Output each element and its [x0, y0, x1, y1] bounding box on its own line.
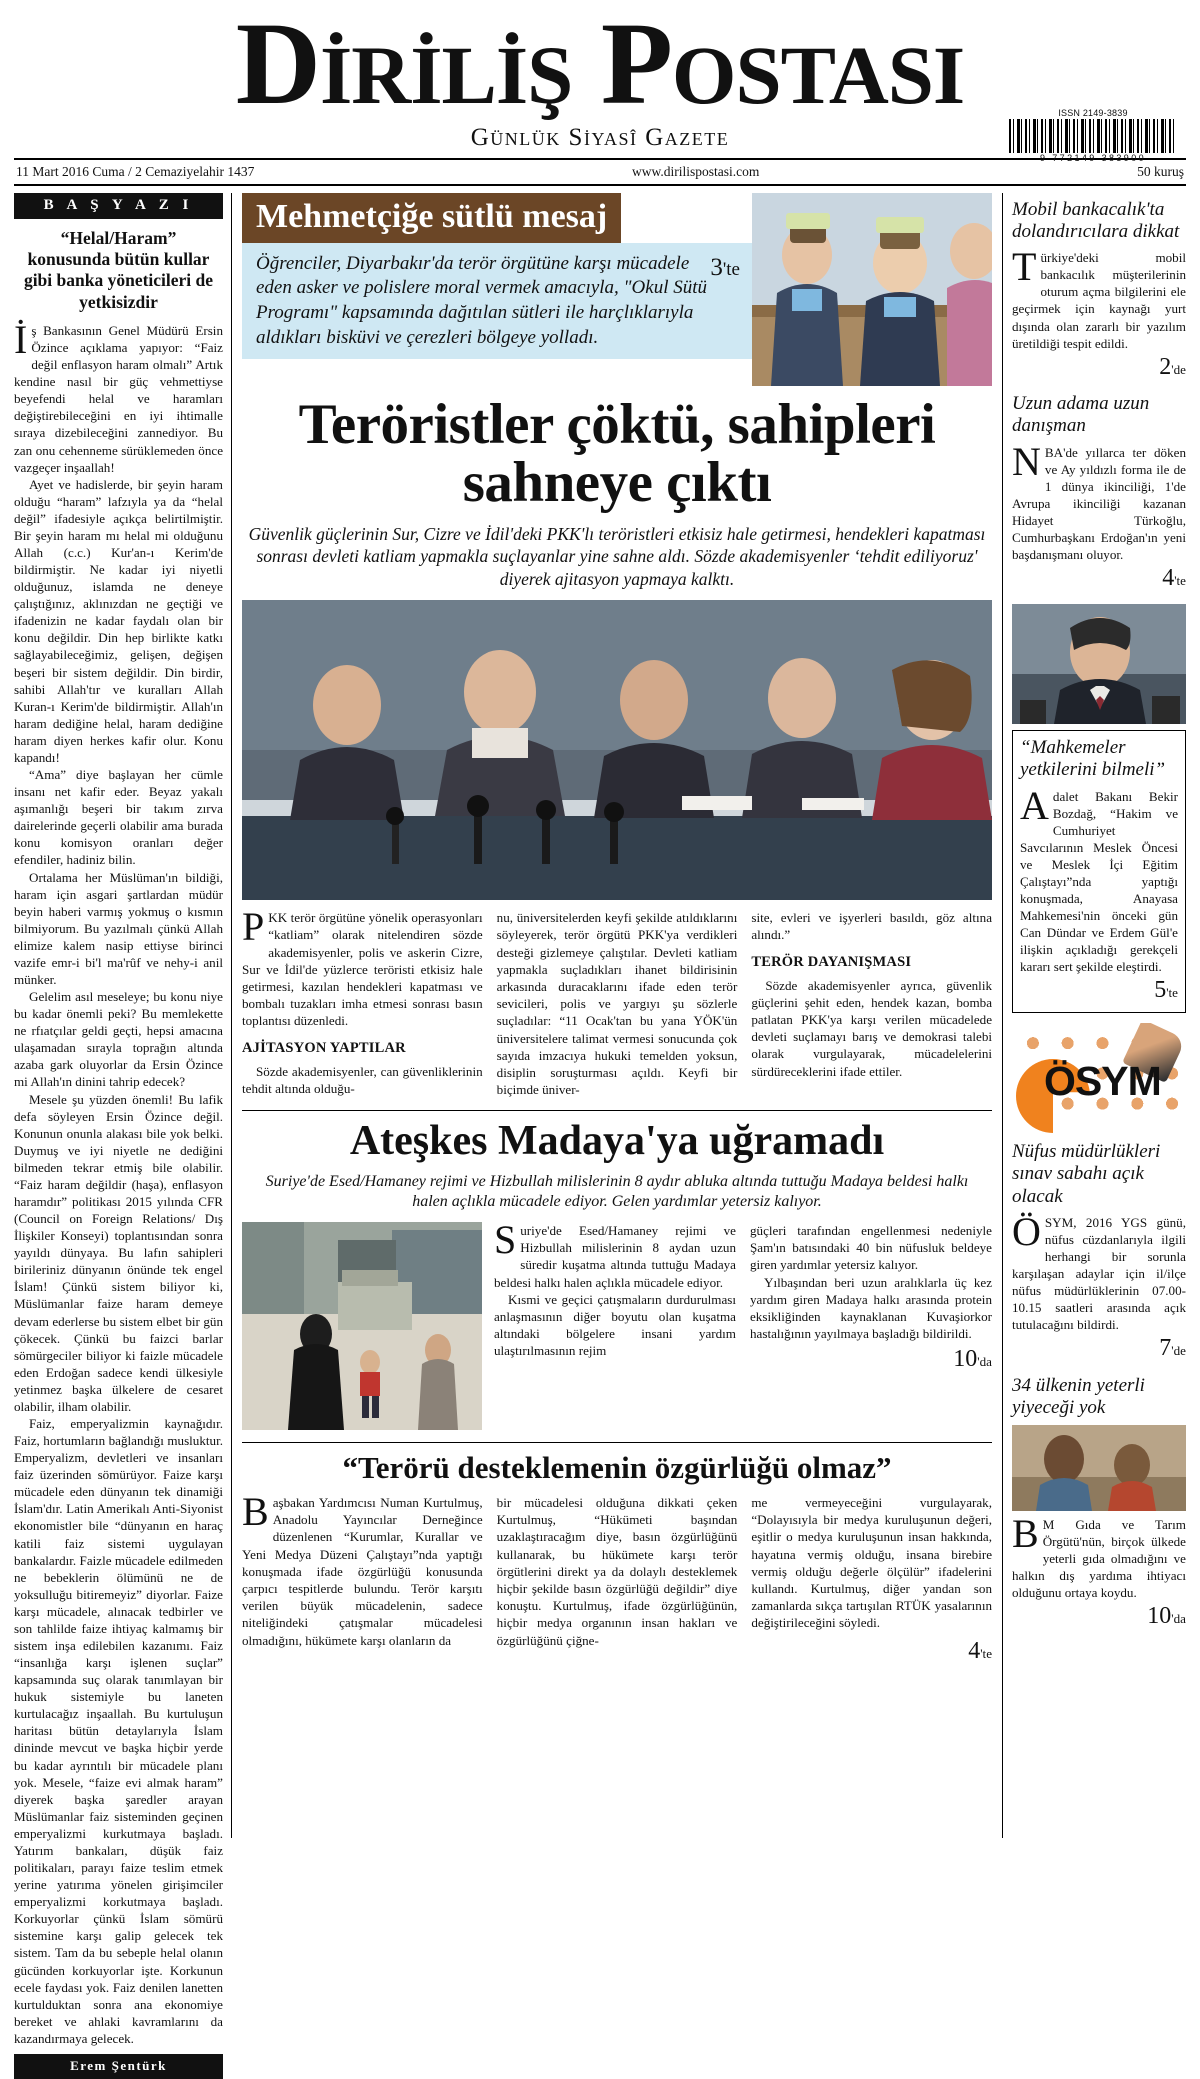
- rail-pageref-num: 7: [1159, 1335, 1172, 1362]
- promo-summary-box: [242, 243, 752, 360]
- editorial-paragraph: [14, 317, 223, 476]
- lead-column-1: [242, 904, 483, 1098]
- editorial-paragraph: Ayet ve hadislerde, bir şeyin haram olduğu “haram” lafzıyla ya da “helal değil” ifadesiyle açıkça belirtilmiştir. Bir şeyin haram mı helal mi olduğunu Allah (c.c.) Kur'an-ı Kerim'de bildirmiştir. Ne kadar iyi niyetli olduğunuz, islamda ne deneye çalıştığınız, aklınızdan ne geçtiği ve ifadenizin ne kadar faydalı olan bir konu değildir. Din hep birlikte katkı sağlayabileceğimiz, gelişen, değişen beşeri bir sistem değildir. Din birdir, sahibi Allah'tır ve kuralları Allah Kuran-ı Kerim'de bildirmiştir. Allah'ın haram dediğine helal, haram dediğine haram diyen herkes kafir olur. Konu kapandı!: [14, 476, 223, 765]
- page-grid: [14, 193, 1186, 2073]
- rail-paragraph: [1012, 1511, 1186, 1601]
- promo-pageref[interactable]: [710, 252, 740, 285]
- rail-text: BA'de yıllarca ter döken ve Ay yıldızlı forma ile de 1 dünya ikinciliği, 1'de Avrupa ikinciliği kazanan Hidayet Türkoğlu, Cumhurbaşkanı Erdoğan'ın yeni başdanışmanı oluyor.: [1012, 444, 1186, 562]
- barcode-block: [1008, 108, 1178, 163]
- section2-pageref-suffix: 'da: [977, 1354, 992, 1370]
- dateline-divider: [14, 184, 1186, 186]
- section2-columns: [494, 1216, 992, 1430]
- rail-pageref-num: 5: [1154, 976, 1167, 1003]
- lead-summary: Güvenlik güçlerinin Sur, Cizre ve İdil'deki PKK'lı teröristleri etkisiz hale getirmesi, hendekleri kapatması sonrası devleti katliam yapmakla suçlayanlar yine sahne aldı. Sözde akademisyenler ‘tehdit ediliyoruz' diyerek ajitasyon yapmaya kalktı.: [248, 524, 986, 589]
- editorial-kicker: B A Ş Y A Z I: [14, 193, 223, 219]
- section2-grid: [242, 1216, 992, 1430]
- lead-photo-art: [242, 600, 992, 900]
- rail-body: [1012, 438, 1186, 594]
- promo-story[interactable]: [242, 193, 992, 386]
- lead-paragraph: [242, 904, 483, 1029]
- section3-c1-p1: aşbakan Yardımcısı Numan Kurtulmuş, Anadolu Yayıncılar Derneğince düzenlenen “Kurumlar, Kurallar ve Yeni Medya Düzeni Çalıştayı”nda yaptığı konuşmada ifade özgürlüğü konusunda çarpıcı tespitlerde bulundu. Terör karşıtı verilen büyük mücadelenin, sadece niteliğindeki çatışmalar mücadelesi olmadığını, hükümete karşı olanların da: [242, 1494, 483, 1648]
- section3-column-1: [242, 1488, 483, 1667]
- editorial-p1: ş Bankasının Genel Müdürü Ersin Özince açıklama yapıyor: “Faiz değil enflasyon haram olmalı” Artık kendine nasıl bir güç vehmettiyse beyefendi helal ve haramları değiştirebileceğini en iyi ihtimalle sıraya dizebileceğini zannediyor. Bu zan onu cehenneme sürüklemeden önce vazgeçer inşaallah!: [14, 323, 223, 475]
- website-url[interactable]: www.dirilispostasi.com: [632, 163, 760, 179]
- right-rail: [1002, 193, 1186, 1838]
- main-column: [232, 193, 1002, 1838]
- rail-photo-art: [1012, 604, 1186, 724]
- rail-title: Nüfus müdürlükleri sınav sabahı açık olacak: [1012, 1141, 1161, 1207]
- rail-title: Uzun adama uzun danışman: [1012, 392, 1150, 437]
- lead-story: [242, 392, 993, 1099]
- editorial-paragraph: Gelelim asıl meseleye; bu konu niye bu kadar önemli peki? Bu memlekette ne rfıatçılar geldi geçti, hepsi amacına ulaşamadan sırayla toprağın altında azaba gark oluyorlar da Ersin Özince mi Allah'ın dinini tahrip edecek?: [14, 989, 223, 1090]
- section2-paragraph: Kısmi ve geçici çatışmaların durdurulması anlaşmasının diğer boyutu olan kuşatma altındaki bölgelere insani yardım ulaştırılmasının rejim: [494, 1291, 736, 1359]
- dateline-bar: [14, 160, 1186, 184]
- rail-pageref[interactable]: [1012, 563, 1186, 594]
- rail-item-mahkemeler-yetkileri[interactable]: [1012, 604, 1186, 1013]
- rail-body: [1020, 782, 1178, 1006]
- promo-photo-art: [752, 193, 992, 386]
- rail-paragraph: [1012, 438, 1186, 563]
- rail-dropcap: Ö: [1012, 1209, 1041, 1255]
- rail-paragraph: [1012, 1209, 1186, 1333]
- rail-title: “Mahkemeler yetkilerini bilmeli”: [1020, 736, 1166, 781]
- masthead-subtitle: Günlük Siyasî Gazete: [470, 123, 730, 151]
- section2-photo-art: [242, 1222, 482, 1430]
- rail-body: [1012, 1209, 1186, 1364]
- section2-summary: Suriye'de Esed/Hamaney rejimi ve Hizbullah milislerinin 8 aydır abluka altında tuttuğu Madaya beldesi halkı halen açlıkla mücadele ediyor. Gelen yardımlar yetersiz kalıyor.: [265, 1172, 969, 1211]
- section3-paragraph: [242, 1488, 483, 1649]
- rail-title: 34 ülkenin yeterli yiyeceği yok: [1012, 1374, 1145, 1418]
- rail-dropcap: B: [1012, 1511, 1039, 1557]
- rail-pageref[interactable]: [1012, 1601, 1186, 1632]
- lead-subhead-teror: TERÖR DAYANIŞMASI: [751, 953, 912, 970]
- rail-dropcap: T: [1012, 244, 1037, 290]
- promo-text-area: [242, 193, 752, 386]
- issue-price: 50 kuruş: [1137, 163, 1184, 179]
- section2-divider: [242, 1110, 992, 1111]
- bekir-bozdag-photo: [1012, 604, 1186, 724]
- rail-pageref-suffix: 'de: [1171, 1343, 1186, 1359]
- lead-dropcap: P: [242, 904, 265, 950]
- section2-paragraph: [494, 1216, 736, 1291]
- rail-dropcap: A: [1020, 782, 1049, 828]
- section3-columns: [242, 1488, 993, 1667]
- section3-column-2: [497, 1494, 738, 1667]
- lead-subhead-ajitasyon: AJİTASYON YAPTILAR: [242, 1039, 406, 1056]
- rail-dropcap: N: [1012, 438, 1041, 484]
- section3-column-3: [751, 1494, 992, 1667]
- section3-paragraph: me vermeyeceğini vurgulayarak, “Dolayısıyla bir medya kuruluşunun değeri, eşitlir o medya kuruluşunun insan hakkında, hayatına vermiş olduğu, insana birebire vermiş olduğu değerle ölçülür” ifadelerini kullandı. Kurtulmuş, diğer yandan son zamanlarda sıkça tartışılan RTÜK yasalarının değiştirileceğini söyledi.: [751, 1494, 993, 1631]
- lead-paragraph: nu, üniversitelerden keyfi şekilde atıldıklarını söyleyerek, terör örgütü PKK'ya verdikleri desteği gizlemeye çalıştılar. Devleti katliam yapmakla suçladıkları ihanet bildirisinin arkasında duracaklarını ifade eden terör sevicileri, polis ve yargıyı şu sözlerle suçladılar: “11 Ocak'tan bu yana YÖK'ün üniversitelere talimat vermesi sonucunda çok sayıda imzacıya hukuki temelden yoksun, disiplin soruşturması açıldı. Keyfi bir biçimde üniver-: [496, 910, 738, 1098]
- section2-dropcap: S: [494, 1216, 517, 1262]
- rail-pageref-num: 4: [1162, 564, 1175, 591]
- ogrenciler-sut-photo: [752, 193, 992, 386]
- rail-body: [1012, 244, 1186, 382]
- osym-wordmark: ÖSYM: [1044, 1058, 1161, 1104]
- promo-summary: Öğrenciler, Diyarbakır'da terör örgütüne karşı mücadele eden asker ve polislere moral vermek amacıyla, "Okul Sütü Programı" kapsamında dağıtılan sütleri ile harçlıklarıyla aldıkları bisküvi ve çerezleri bölgeye yolladı.: [256, 252, 707, 348]
- section2-pageref[interactable]: [750, 1344, 992, 1376]
- rail-paragraph: [1020, 782, 1178, 975]
- section2-paragraph: güçleri tarafından engellenmesi nedeniyle Şam'ın batısındaki 40 bin nüfusluk beldeye giren yardımlar yetersiz kalıyor.: [750, 1222, 992, 1273]
- section2-column-2: [750, 1222, 992, 1430]
- section3-paragraph: bir mücadelesi olduğuna dikkati çeken Kurtulmuş, “Hükümeti başından uzaklaştıracağım diye, basın özgürlüğünü kullanarak, bu hükümete karşı terör örgütlerini direkt ya da dolaylı desteklemek hiçbir şekilde basın özgürlüğü değildir” diye konuştu. Kurtulmuş, ifade özgürlüğünün, hiçbir medya organının insan hakları ve özgürlüğünü çiğne-: [496, 1494, 738, 1648]
- bm-gida-photo: [1012, 1425, 1186, 1511]
- rail-pageref-num: 10: [1147, 1603, 1172, 1630]
- madaya-sokak-photo: [242, 1222, 482, 1430]
- rail-item-bm-gida-tarim[interactable]: [1012, 1375, 1186, 1633]
- lead-headline[interactable]: Teröristler çöktü, sahipleri sahneye çıktı: [298, 392, 936, 515]
- section2-column-1: [494, 1216, 736, 1430]
- editorial-paragraph: “Ama” diye başlayan her cümle insanı net kafir eder. Beyaz yakalı aşımanlığı beşeri bir takım zırva dairelerinde geçerli olabilir ama burada konu komisyon oranları değer efendiler, hadiniz bilin.: [14, 767, 223, 868]
- rail-item-uzun-adama-danisman[interactable]: [1012, 393, 1186, 594]
- promo-pageref-num: 3: [710, 253, 723, 281]
- section3-pageref-num: 4: [968, 1637, 981, 1664]
- promo-pageref-suffix: 'te: [722, 258, 740, 280]
- editorial-dropcap: İ: [14, 317, 28, 362]
- editorial-column: [14, 193, 232, 2073]
- masthead-title: Diriliş Postası: [235, 0, 965, 129]
- rail-paragraph: [1012, 244, 1186, 351]
- editorial-title: “Helal/Haram” konusunda bütün kullar gibi banka yöneticileri de yetkisizdir: [23, 227, 214, 312]
- rail-pageref-suffix: 'de: [1171, 361, 1186, 377]
- rail-pageref[interactable]: [1012, 352, 1186, 383]
- editorial-paragraph: Ortalama her Müslüman'ın bildiği, haram için asgari şartlardan müdür beyin haberi varmış yokmuş o kısmın bilmiyorum. Bu yazılmalı çünkü Allah elimize kalem nasip ettiyse birinci vazife emr-i bi'l ma'rûf ve nehy-i anil münker.: [14, 869, 223, 987]
- lead-c1-p1: KK terör örgütüne yönelik operasyonları “katliam” olarak nitelendiren sözde akademisyenler, polis ve askerin Cizre, Sur ve İdil'de yüzlerce teröristi etkisiz hale getirmesi, kazılan hendekleri kapatması ve bombalı tuzakları imha etmesi sonrası basın toplantısı düzenledi.: [242, 910, 483, 1029]
- basin-toplantisi-photo: [242, 600, 992, 900]
- masthead: [14, 0, 1186, 163]
- section2-pageref-num: 10: [953, 1346, 978, 1373]
- rail-pageref-suffix: 'te: [1166, 984, 1178, 1000]
- section3-pageref-suffix: 'te: [980, 1645, 993, 1661]
- editorial-paragraph: Faiz, emperyalizmin kaynağıdır. Faiz, hortumların bağlandığı musluktur. Emperyalizm, devletleri ve insanları faiz üzerinden sömürüyor. Faize karşı mücadele eden dünyanın tek dinamiği İslam'dır. Latin Amerikalı Anti-Siyonist ekonomistler bile “dünyanın en haraç katili faiz sistemi uygulayan bankalardır. Faizle mücadele edilmeden ne bebeklerin ölümünü ne de yoksulluğu bitiremeyiz” diyorlar. Faize karşı mücadele, alınacak tedbirler ve son tahlilde faize ihtiyaç kalmamış bir sistem inşa edilebilen kazanımı. Faiz “insanlığa karşı işlenen suçlar” kapsamında suç olarak tanımlayan bir hukuk sistemiyle bu laneten kurtulacağız inşaallah. Bu kurtuluşun haritası bütün detaylarıyla İslam dininde mevcut ve başka hiçbir yerde bu kadar ayrıntılı bir mücadele planı yok. Mesele, “faize evi almak haram” diyerek başka şaredler arayan Müslümanlar faiz sisteminden geçinen emperyalizmi kurkutmaya başladı. Yatırım bankaları, düşük faiz politikaları, parayı faize teslim etmek yerine yatırıma yönelen girişimciler emperyalizmi korkutmaya başladı. Korkuyorlar çünkü İslam sömürü sistemine karşı galip gelecek tek sistem. Tam da bu sebeple helal olanın gücünden korkuyorlar işte. Korkunun ecele faydası yok. Faiz denilen lanetten kurtulduktan sonra ana ekonomiye bereket ve ahlaki kavramlarını da kazandırmaya gelecek.: [14, 1416, 223, 2046]
- section2-story: [242, 1119, 992, 1429]
- rail-item-nufus-mudurlukleri[interactable]: [1012, 1023, 1186, 1365]
- rail-text: M Gıda ve Tarım Örgütü'nün, birçok ülkede yeterli gıda olmadığını ve halkın dış yardıma ihtiyacı olduğunu ortaya koydu.: [1012, 1517, 1186, 1601]
- rail-body: [1012, 1511, 1186, 1632]
- barcode-icon: [1009, 119, 1177, 153]
- barcode-digits: 9 772149 383900: [1039, 153, 1147, 163]
- promo-headline[interactable]: Mehmetçiğe sütlü mesaj: [242, 193, 621, 243]
- rail-pageref-num: 2: [1159, 353, 1172, 380]
- rail-pageref-suffix: 'te: [1174, 572, 1186, 588]
- rail-item-mobil-bankacilik[interactable]: [1012, 199, 1186, 383]
- rail-photo-art-2: [1012, 1425, 1186, 1511]
- rail-pageref[interactable]: [1012, 1333, 1186, 1364]
- section2-headline[interactable]: Ateşkes Madaya'ya uğramadı: [349, 1118, 885, 1165]
- rail-pageref-suffix: 'da: [1171, 1611, 1186, 1627]
- osym-logo: [1012, 1023, 1186, 1135]
- rail-pageref[interactable]: [1020, 975, 1178, 1006]
- rail-text: ürkiye'deki mobil bankacılık müşterilerinin oturum açma bilgilerini ele geçirmek için kaynağı yurt dışında olan zararlı bir yazılım üretildiği tespit edildi.: [1012, 250, 1186, 351]
- section3-headline[interactable]: “Terörü desteklemenin özgürlüğü olmaz”: [342, 1449, 892, 1485]
- lead-paragraph: site, evleri ve işyerleri basıldı, göz altına alındı.”: [751, 910, 993, 943]
- rail-text: dalet Bakanı Bekir Bozdağ, “Hakim ve Cumhuriyet Savcılarının Meslek Öncesi ve Meslek İçi Eğitim Çalıştayı”nda yaptığı konuşmada, Anayasa Mahkemesi'nin önceki gün Can Dündar ve Erdem Gül'e ilişkin açıkladığı gerekçeli kararı sert şekilde eleştirdi.: [1020, 788, 1178, 974]
- section3-dropcap: B: [242, 1488, 269, 1534]
- lead-body-columns: [242, 904, 993, 1098]
- section2-c1-p1: uriye'de Esed/Hamaney rejimi ve Hizbullah milislerinin 8 aydan uzun süredir kuşatma altında tuttuğu Madaya beldesi halkı halen açlıkla mücadele ediyor.: [494, 1222, 736, 1290]
- rail-text: SYM, 2016 YGS günü, nüfus cüzdanlarıyla ilgili herhangi bir sorunla karşılaşan adaylar için il/ilçe nüfus müdürlüklerinin 07.00-10.15 saatleri arasında açık tutulacağını bildirdi.: [1012, 1215, 1186, 1333]
- rail-title: Mobil bankacalık'ta dolandırıcılara dikkat: [1012, 198, 1180, 243]
- section3-divider: [242, 1442, 992, 1443]
- section3-pageref[interactable]: [751, 1636, 992, 1668]
- lead-paragraph: Sözde akademisyenler ayrıca, güvenlik güçlerini şehit eden, hendek kazan, bomba patlatan PKK'ya karşı verilen mücadelede devleti suçlamayı barış ve demokrasi talebi olarak vurgulayarak, mücadelelerini sürdüreceklerini ifade ettiler.: [751, 977, 993, 1079]
- lead-column-2: [497, 909, 738, 1098]
- issn-label: ISSN 2149-3839: [1058, 108, 1128, 118]
- section3-story: [242, 1451, 992, 1667]
- editorial-author: Erem Şentürk: [14, 2054, 223, 2079]
- lead-column-3: [751, 909, 992, 1098]
- issue-date: 11 Mart 2016 Cuma / 2 Cemaziyelahir 1437: [16, 163, 255, 179]
- editorial-body: [14, 317, 223, 2047]
- lead-paragraph: Sözde akademisyenler, can güvenliklerinin tehdit altında olduğu-: [242, 1063, 483, 1096]
- rail-boxed-story: [1012, 730, 1186, 1013]
- editorial-paragraph: Mesele şu yüzden önemli! Bu lafik defa söyleyen Ersin Özince değil. Konunun onunla alakası bile yok belki. Duymuş ve iyi niyetle ne dediğini bilmeden tekrar etmiş bile olabilir. “Faiz haram değildir (haşa), enflasyon haramdır” politikası 2015 yılında CFR (Council on Foreign Relations/ Dış İlişkiler Konseyi) toplantısından sonra yayıldı dünyaya. Bu lafın sahipleri birileriniz dünyanın önünde tek engel İslam! Çünkü sistem biliyor ki, Müslümanlar faize haram demeye devam ederlerse bu sistem elbet bir gün çökecek. Çünkü bu faizci barlar sömürgeciler biliyor ki faizle mücadele eden Erdoğan sadece kendi ülkesiyle yetinmez başka ülkelere de cesaret olabilir, ilham olabilir.: [14, 1091, 223, 1414]
- section2-paragraph: Yılbaşından beri uzun aralıklarla üç kez yardım giren Madaya halkı arasında protein eksikliğinden kaynaklanan Kuvaşiorkor hastalığının yayılmaya başladığı bildirildi.: [750, 1274, 992, 1342]
